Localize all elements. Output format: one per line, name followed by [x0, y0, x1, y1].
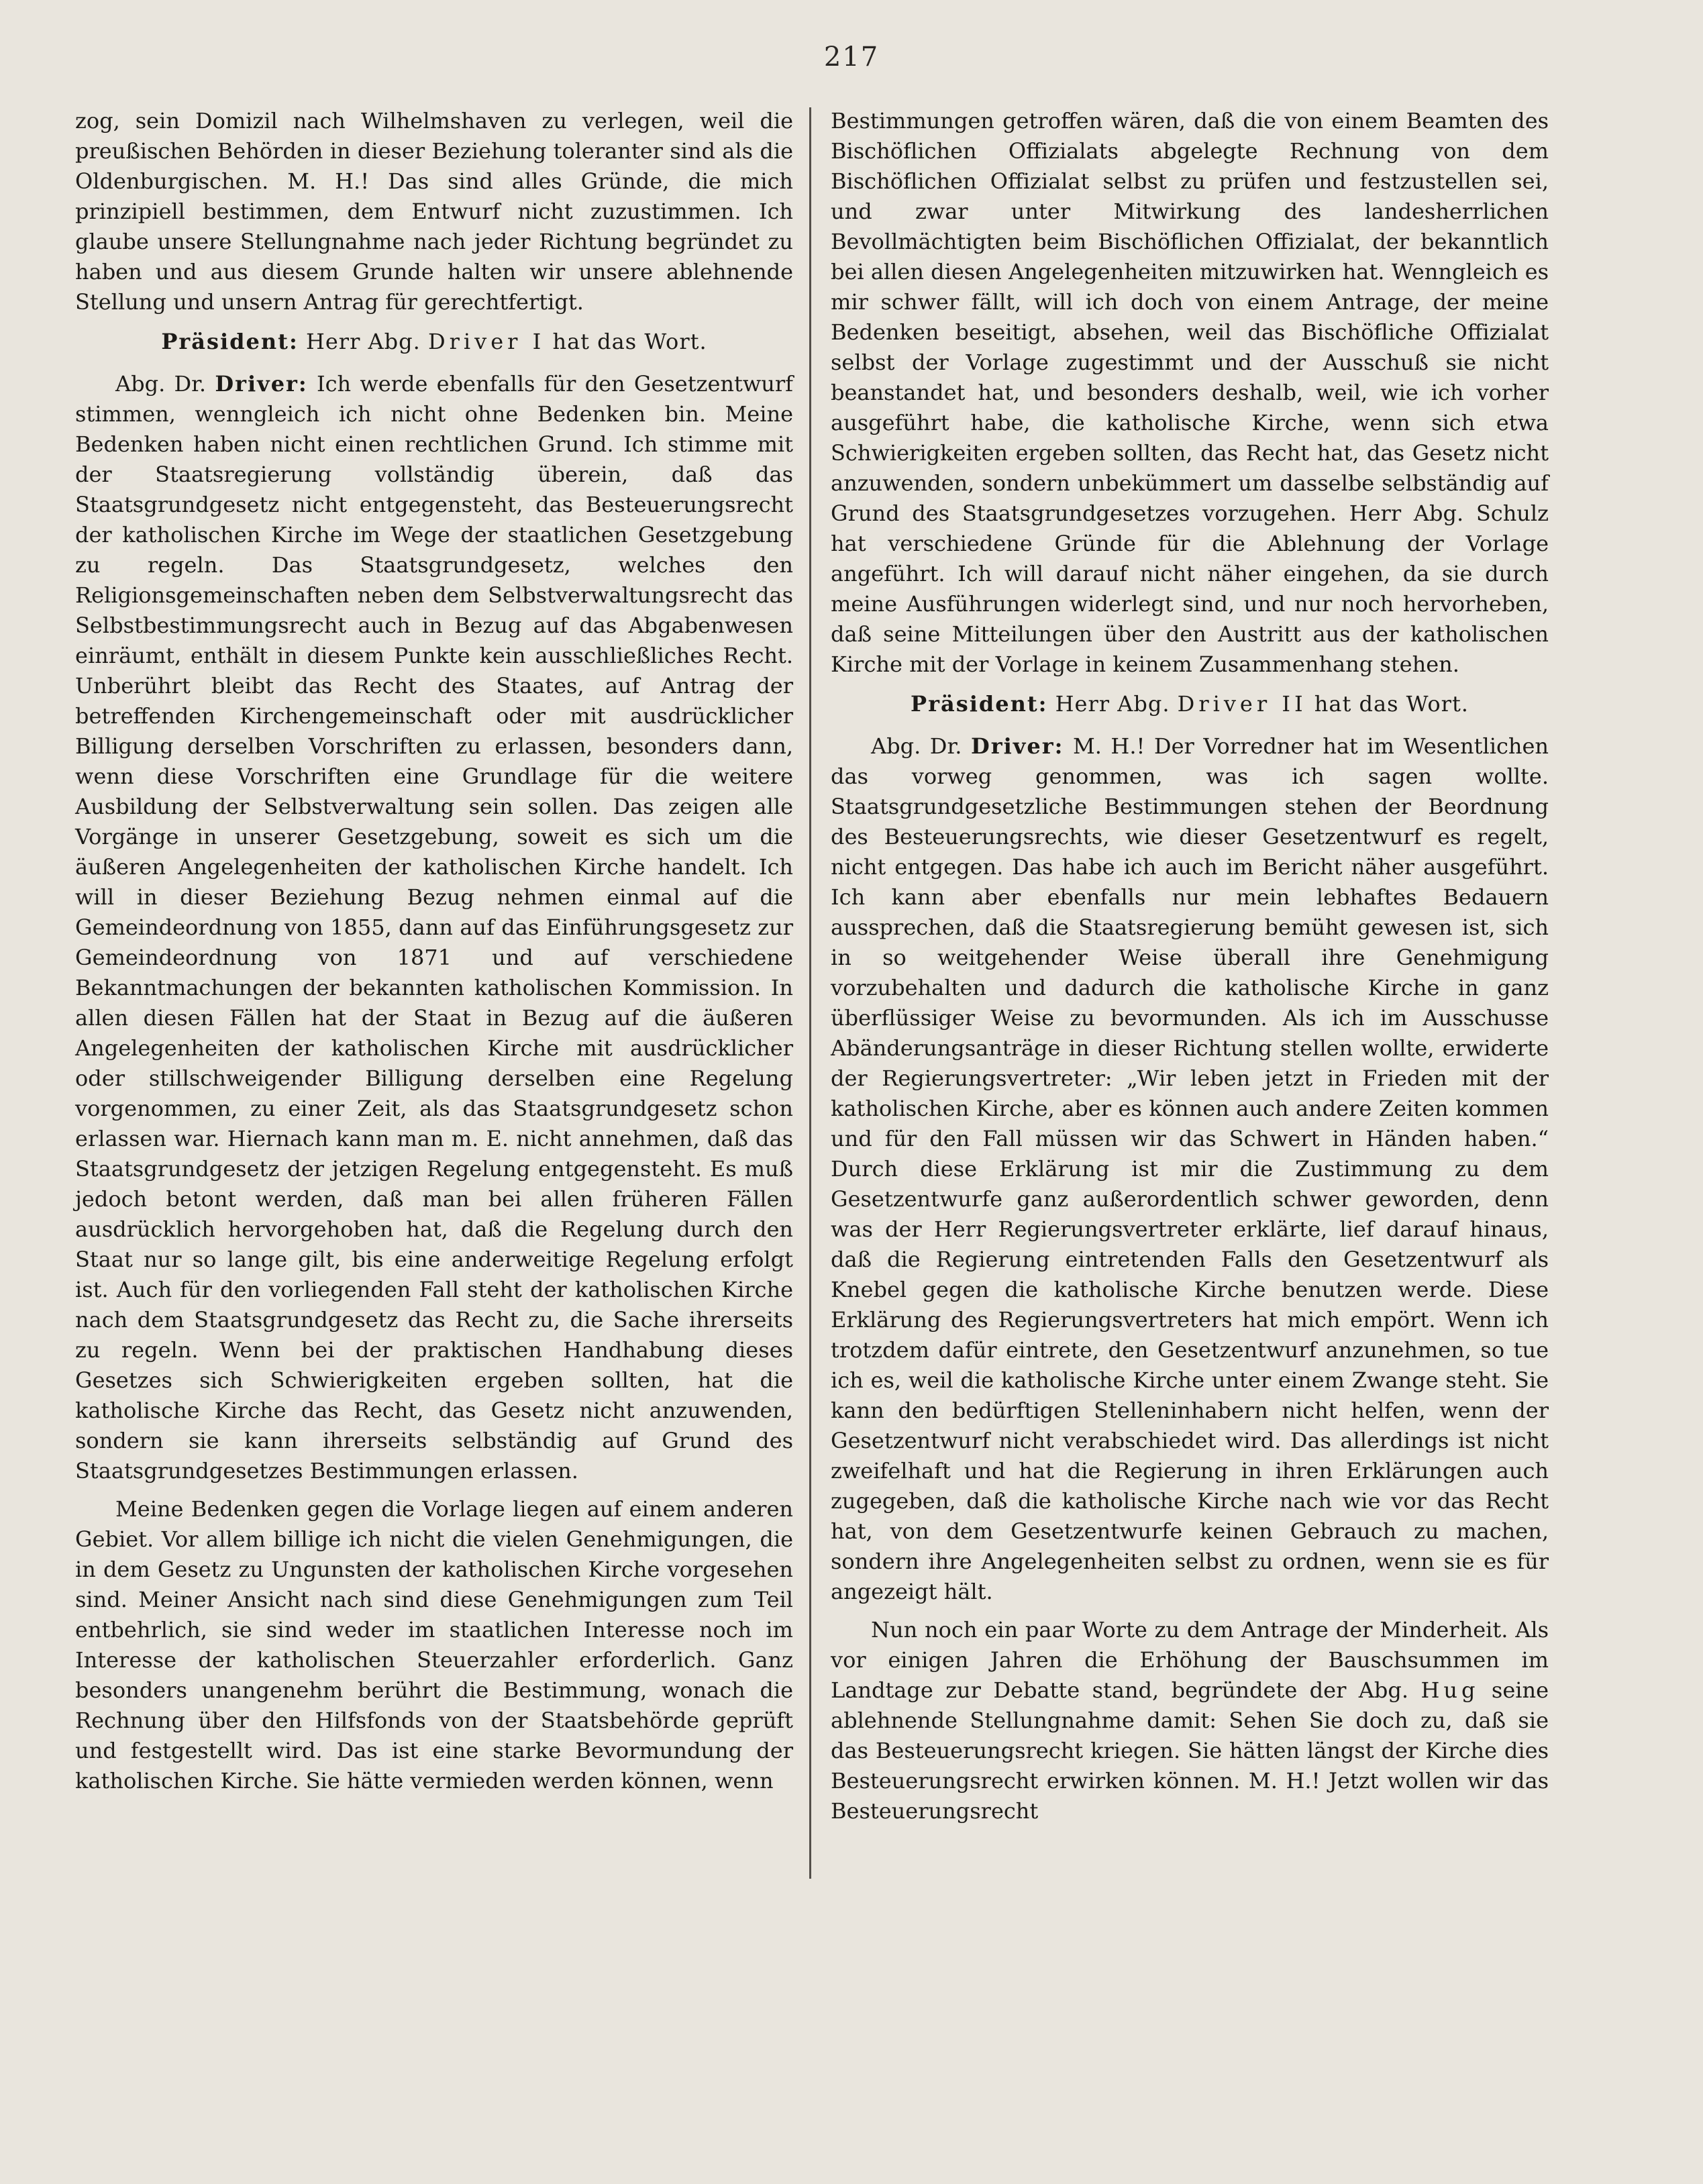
- speech-driver-ii: [831, 731, 1549, 1607]
- left-column: [75, 106, 793, 1804]
- right-paragraph-4: [831, 1615, 1549, 1826]
- address-text: Herr Abg.: [1055, 691, 1170, 717]
- paragraph-text: Nun noch ein paar Worte zu dem Antrage der Minderheit. Als vor einigen Jahren die Erhöhung der Bauschsummen im Landtage zur Debatte stand, begründete der Abg.: [831, 1617, 1549, 1703]
- right-column: [831, 106, 1549, 1834]
- right-paragraph-1: Bestimmungen getroffen wären, daß die von einem Beamten des Bischöflichen Offizialats abgelegte Rechnung von dem Bischöflichen Offizialat selbst zu prüfen und festzustellen sei, und zwar unter Mitwirkung des landesherrlichen Bevollmächtigten beim Bischöflichen Offizialat, der bekanntlich bei allen diesen Angelegenheiten mitzuwirken hat. Wenngleich es mir schwer fällt, will ich doch von einem Antrage, der meine Bedenken beseitigt, absehen, weil das Bischöfliche Offizialat selbst der Vorlage zugestimmt und der Ausschuß sie nicht beanstandet hat, und besonders deshalb, weil, wie ich vorher ausgeführt habe, die katholische Kirche, wenn sich etwa Schwierigkeiten ergeben sollten, das Recht hat, das Gesetz nicht anzuwenden, sondern unbekümmert um dasselbe selbständig auf Grund des Staatsgrundgesetzes vorzugehen. Herr Abg. Schulz hat verschiedene Gründe für die Ablehnung der Vorlage angeführt. Ich will darauf nicht näher eingehen, da sie durch meine Ausführungen widerlegt sind, und nur noch hervorheben, daß seine Mitteilungen über den Austritt aus der katholischen Kirche mit der Vorlage in keinem Zusammenhang stehen.: [831, 108, 1549, 677]
- address-text-end: hat das Wort.: [552, 329, 707, 354]
- address-text: Herr Abg.: [305, 329, 421, 354]
- speech-text: M. H.! Der Vorredner hat im Wesentlichen das vorweg genommen, was ich sagen wollte. Staatsgrundgesetzliche Bestimmungen stehen der Beordnung des Besteuerungsrechts, wie dieser Gesetzentwurf es regelt, nicht entgegen. Das habe ich auch im Bericht näher ausgeführt. Ich kann aber ebenfalls nur mein lebhaftes Bedauern aussprechen, daß die Staatsregierung bemüht gewesen ist, sich in so weitgehender Weise überall ihre Genehmigung vorzubehalten und dadurch die katholische Kirche in ganz überflüssiger Weise zu bevormunden. Als ich im Ausschusse Abänderungsanträge in dieser Richtung stellen wollte, erwiderte der Regierungsvertreter: „Wir leben jetzt in Frieden mit der katholischen Kirche, aber es können auch andere Zeiten kommen und für den Fall müssen wir das Schwert in Händen haben.“ Durch diese Erklärung ist mir die Zustimmung zu dem Gesetzentwurfe ganz außerordentlich schwer geworden, denn was der Herr Regierungsvertreter erklärte, lief darauf hinaus, daß die Regierung eintretenden Falls den Gesetzentwurf als Knebel gegen die katholische Kirche benutzen werde. Diese Erklärung des Regierungsvertreters hat mich empört. Wenn ich trotzdem dafür eintrete, den Gesetzentwurf anzunehmen, so tue ich es, weil die katholische Kirche unter einem Zwange steht. Sie kann den bedürftigen Stelleninhabern nicht helfen, wenn der Gesetzentwurf nicht verabschiedet wird. Das allerdings ist nicht zweifelhaft und hat die Regierung in ihren Erklärungen auch zugegeben, daß die katholische Kirche nach wie vor das Recht hat, von dem Gesetzentwurfe keinen Gebrauch zu machen, sondern ihre Angelegenheiten selbst zu ordnen, wenn sie es für angezeigt hält.: [831, 733, 1549, 1604]
- member-name: Driver II: [1177, 691, 1307, 717]
- speech-text: Ich werde ebenfalls für den Gesetzentwurf stimmen, wenngleich ich nicht ohne Bedenken bin. Meine Bedenken haben nicht einen rechtlichen Grund. Ich stimme mit der Staatsregierung vollständig überein, daß das Staatsgrundgesetz nicht entgegensteht, das Besteuerungsrecht der katholischen Kirche im Wege der staatlichen Gesetzgebung zu regeln. Das Staatsgrundgesetz, welches den Religionsgemeinschaften neben dem Selbstverwaltungsrecht das Selbstbestimmungsrecht auch in Bezug auf das Abgabenwesen einräumt, enthält in diesem Punkte kein ausschließliches Recht. Unberührt bleibt das Recht des Staates, auf Antrag der betreffenden Kirchengemeinschaft oder mit ausdrücklicher Billigung derselben Vorschriften zu erlassen, besonders dann, wenn diese Vorschriften eine Grundlage für die weitere Ausbildung der Selbstverwaltung sein sollen. Das zeigen alle Vorgänge in unserer Gesetzgebung, soweit es sich um die äußeren Angelegenheiten der katholischen Kirche handelt. Ich will in dieser Beziehung Bezug nehmen einmal auf die Gemeindeordnung von 1855, dann auf das Einführungsgesetz zur Gemeindeordnung von 1871 und auf verschiedene Bekanntmachungen der bekannten katholischen Kommission. In allen diesen Fällen hat der Staat in Bezug auf die äußeren Angelegenheiten der katholischen Kirche mit ausdrücklicher oder stillschweigender Billigung derselben eine Regelung vorgenommen, zu einer Zeit, als das Staatsgrundgesetz schon erlassen war. Hiernach kann man m. E. nicht annehmen, daß das Staatsgrundgesetz der jetzigen Regelung entgegensteht. Es muß jedoch betont werden, daß man bei allen früheren Fällen ausdrücklich hervorgehoben hat, daß die Regelung durch den Staat nur so lange gilt, bis eine anderweitige Regelung erfolgt ist. Auch für den vorliegenden Fall steht der katholischen Kirche nach dem Staatsgrundgesetz das Recht zu, die Sache ihrerseits zu regeln. Wenn bei der praktischen Handhabung dieses Gesetzes sich Schwierigkeiten ergeben sollten, hat die katholische Kirche das Recht, das Gesetz nicht anzuwenden, sondern sie kann ihrerseits selbständig auf Grund des Staatsgrundgesetzes Bestimmungen erlassen.: [75, 371, 794, 1484]
- member-name: Hug: [1421, 1677, 1480, 1703]
- speaker-label: Driver:: [215, 371, 308, 397]
- column-divider: [809, 107, 811, 1879]
- president-call-driver-i: [75, 327, 793, 357]
- paragraph-text-end: seine ablehnende Stellungnahme damit: Sehen Sie doch zu, daß sie das Besteuerungsrecht kriegen. Sie hätten längst der Kirche dies Besteuerungsrecht erwirken können. M. H.! Jetzt wollen wir das Besteuerungsrecht: [831, 1677, 1549, 1824]
- member-name: Driver I: [427, 329, 546, 354]
- speaker-label: Präsident:: [161, 329, 299, 354]
- speaker-label: Präsident:: [911, 691, 1048, 717]
- speaker-prefix: Abg. Dr.: [115, 371, 207, 397]
- president-call-driver-ii: [831, 689, 1549, 719]
- speaker-label: Driver:: [970, 733, 1064, 759]
- page-number: 217: [823, 42, 880, 72]
- speaker-prefix: Abg. Dr.: [871, 733, 962, 759]
- address-text-end: hat das Wort.: [1314, 691, 1469, 717]
- left-paragraph-4: Meine Bedenken gegen die Vorlage liegen auf einem anderen Gebiet. Vor allem billige ich nicht die vielen Genehmigungen, die in dem Gesetz zu Ungunsten der katholischen Kirche vorgesehen sind. Meiner Ansicht nach sind diese Genehmigungen zum Teil entbehrlich, sie sind weder im staatlichen Interesse noch im Interesse der katholischen Steuerzahler erforderlich. Ganz besonders unangenehm berührt die Bestimmung, wonach die Rechnung über den Hilfsfonds von der Staatsbehörde geprüft und festgestellt wird. Das ist eine starke Bevormundung der katholischen Kirche. Sie hätte vermieden werden können, wenn: [75, 1496, 793, 1793]
- speech-driver-i: [75, 369, 793, 1486]
- left-paragraph-1: zog, sein Domizil nach Wilhelmshaven zu verlegen, weil die preußischen Behörden in dieser Beziehung toleranter sind als die Oldenburgischen. M. H.! Das sind alles Gründe, die mich prinzipiell bestimmen, dem Entwurf nicht zuzustimmen. Ich glaube unsere Stellungnahme nach jeder Richtung begründet zu haben und aus diesem Grunde halten wir unsere ablehnende Stellung und unsern Antrag für gerechtfertigt.: [75, 108, 793, 315]
